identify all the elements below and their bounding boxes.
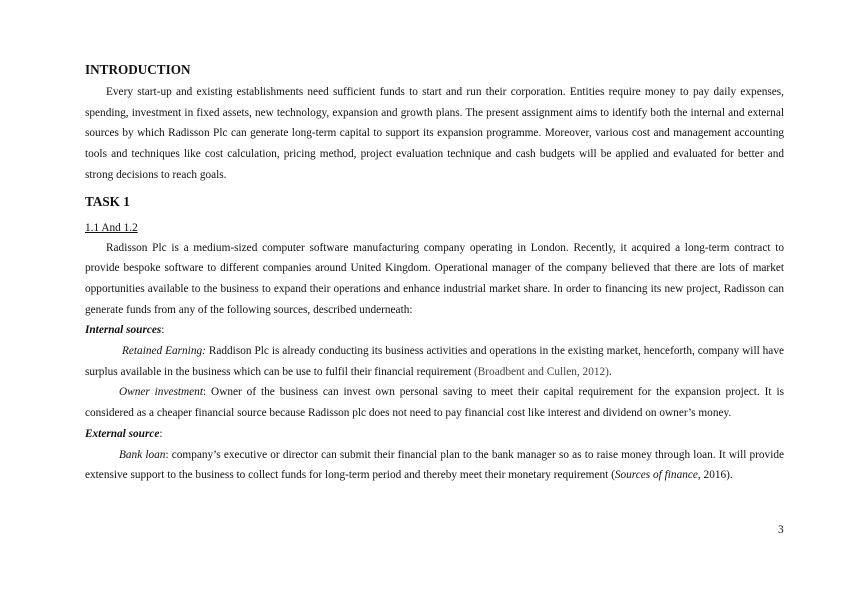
retained-earning-citation: (Broadbent and Cullen, 2012) xyxy=(474,365,609,378)
task1-paragraph: Radisson Plc is a medium-sized computer software manufacturing company operating in London. Recently, it acquired a long-term contract to provide bespoke software to different companies around United Kingdom. Operational manager of the company believed that there are lots of market opportunities available to the business to expand their operations and enhance industrial market share. In order to financing its new project, Radisson can generate funds from any of the following sources, described underneath: xyxy=(85,241,784,316)
bank-loan-text: : company’s executive or director can submit their financial plan to the bank manager so as to raise money through loan. It will provide extensive support to the business to collect funds for long-term period and thereby meet their monetary requirement ( xyxy=(85,448,785,482)
page-number: 3 xyxy=(778,524,784,536)
internal-sources-label xyxy=(85,320,784,341)
bank-loan-citation: Sources of finance xyxy=(614,469,698,482)
owner-investment-term: Owner investment xyxy=(119,386,203,399)
bank-loan-citation-end: , 2016). xyxy=(697,469,733,482)
retained-earning-paragraph xyxy=(85,341,784,382)
task1-heading: TASK 1 xyxy=(85,193,130,209)
bank-loan-paragraph xyxy=(85,445,784,486)
introduction-heading: INTRODUCTION xyxy=(85,62,191,77)
internal-sources-label-text: Internal sources xyxy=(85,324,162,337)
external-source-label xyxy=(85,424,784,445)
bank-loan-term: Bank loan xyxy=(119,448,166,461)
owner-investment-text: : Owner of the business can invest own personal saving to meet their capital requirement for the expansion project. It is considered as a cheaper financial source because Radisson plc does not need to pay financial cost like interest and dividend on owner’s money. xyxy=(85,386,784,420)
external-source-label-text: External source xyxy=(85,427,160,440)
page-content xyxy=(85,61,784,486)
internal-sources-label-colon: : xyxy=(161,324,165,337)
owner-investment-paragraph xyxy=(85,382,784,423)
external-source-label-colon: : xyxy=(159,427,163,440)
retained-earning-term: Retained Earning: xyxy=(122,345,206,358)
task1-subheading: 1.1 And 1.2 xyxy=(85,221,138,234)
retained-earning-text: Raddison Plc is already conducting its business activities and operations in the existing market, henceforth, company will have surplus available in the business which can be use to fulfil their financial requirement xyxy=(85,345,784,378)
retained-earning-end: . xyxy=(608,365,612,378)
introduction-paragraph: Every start-up and existing establishments need sufficient funds to start and run their corporation. Entities require money to pay daily expenses, spending, investment in fixed assets, new technology, expansion and growth plans. The present assignment aims to identify both the internal and external sources by which Radisson Plc can generate long-term capital to support its expansion programme. Moreover, various cost and management accounting tools and techniques like cost calculation, pricing method, project evaluation technique and cash budgets will be applied and evaluated for better and strong decisions to reach goals. xyxy=(85,86,784,181)
